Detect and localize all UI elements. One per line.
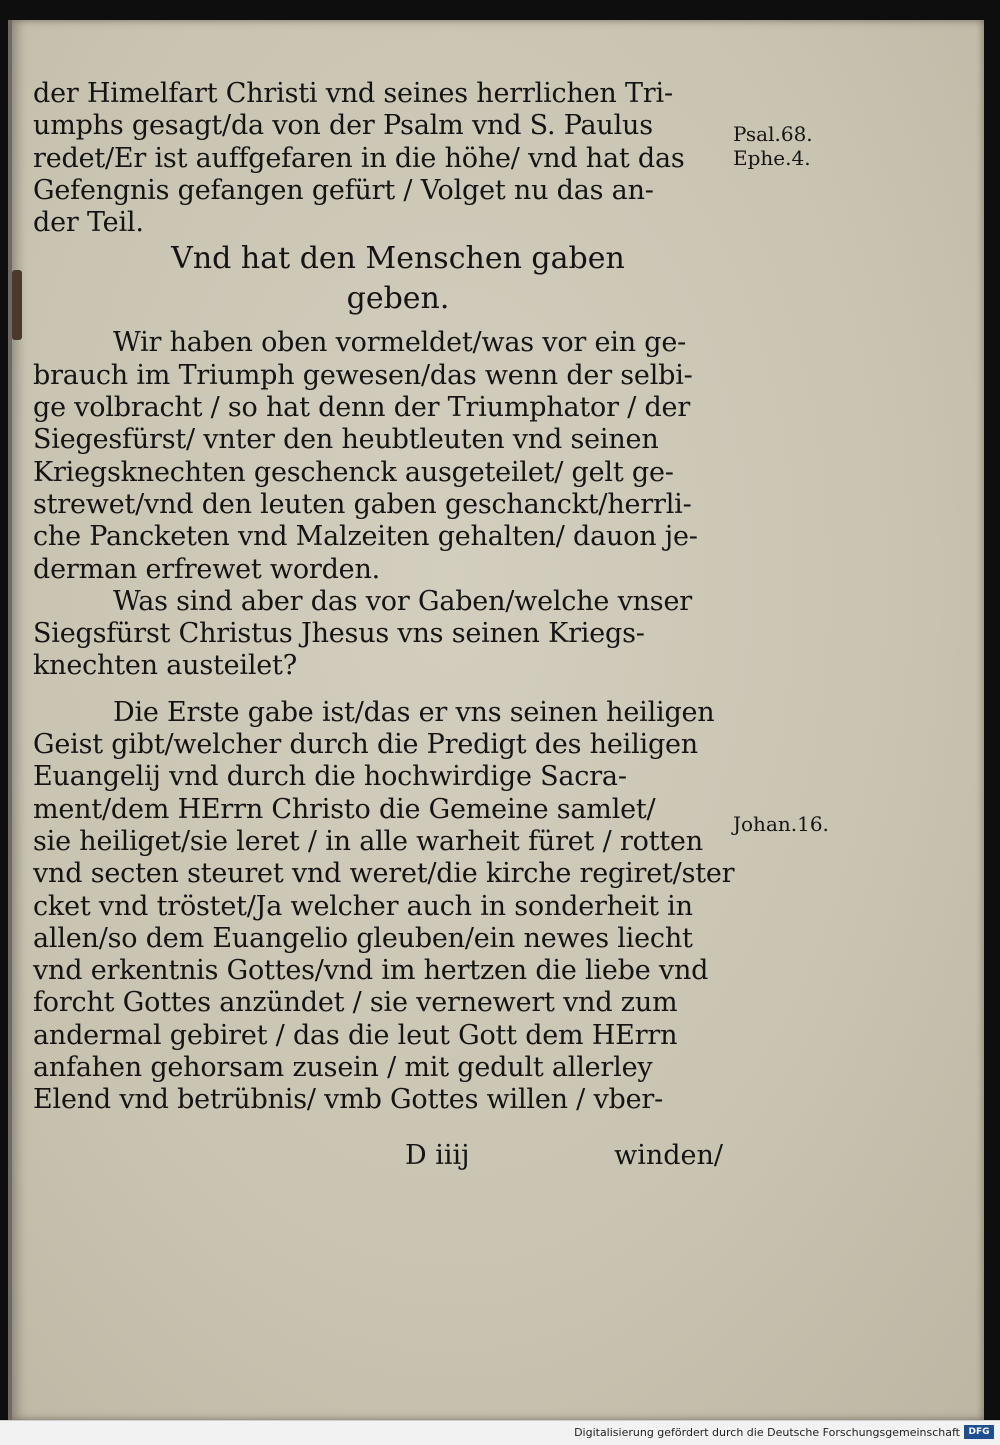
text-line: ment/dem HErrn Christo die Gemeine samlet/ [33, 793, 656, 825]
text-line: forcht Gottes anzündet / sie vernewert vnd zum [33, 987, 678, 1019]
text-line: sie heiliget/sie leret / in alle warheit füret / rotten [33, 825, 703, 857]
section-heading [33, 239, 723, 319]
margin-note-ephe: Ephe.4. [733, 146, 811, 170]
text-line: knechten austeilet? [33, 650, 297, 682]
text-line: strewet/vnd den leuten gaben geschanckt/herrli- [33, 488, 692, 520]
text-line: Die Erste gabe ist/das er vns seinen heiligen [113, 696, 715, 728]
text-line: der Teil. [33, 207, 144, 239]
heading-line: geben. [346, 281, 450, 317]
text-line: vnd secten steuret vnd weret/die kirche regiret/ster [33, 858, 735, 890]
page-signature-row [33, 1140, 723, 1176]
spine-mark [12, 270, 22, 340]
text-line: der Himelfart Christi vnd seines herrlichen Tri- [33, 78, 673, 109]
text-line: Wir haben oben vormeldet/was vor ein ge- [113, 327, 687, 359]
text-line: Elend vnd betrübnis/ vmb Gottes willen / vber- [33, 1084, 663, 1116]
text-line: Siegsfürst Christus Jhesus vns seinen Kriegs- [33, 618, 645, 650]
text-line: Euangelij vnd durch die hochwirdige Sacra- [33, 761, 627, 793]
text-line: vnd erkentnis Gottes/vnd im hertzen die liebe vnd [33, 955, 709, 987]
footer-credit: Digitalisierung gefördert durch die Deutsche Forschungsgemeinschaft [574, 1426, 960, 1439]
text-line: Gefengnis gefangen gefürt / Volget nu das an- [33, 174, 654, 206]
margin-note-johan: Johan.16. [733, 812, 829, 836]
text-line: anfahen gehorsam zusein / mit gedult allerley [33, 1052, 653, 1084]
text-line: andermal gebiret / das die leut Gott dem HErrn [33, 1019, 678, 1051]
text-line: Siegesfürst/ vnter den heubtleuten vnd seinen [33, 424, 659, 456]
heading-line: Vnd hat den Menschen gaben [171, 241, 625, 277]
text-line: Was sind aber das vor Gaben/welche vnser [113, 585, 692, 617]
text-line: che Pancketen vnd Malzeiten gehalten/ dauon je- [33, 521, 698, 553]
text-line: redet/Er ist auffgefaren in die höhe/ vnd hat das [33, 142, 685, 174]
text-line: ge volbracht / so hat denn der Triumphator / der [33, 392, 691, 424]
text-line: cket vnd tröstet/Ja welcher auch in sonderheit in [33, 890, 693, 922]
footer-bar [0, 1420, 1000, 1445]
text-line: brauch im Triumph gewesen/das wenn der selbi- [33, 359, 693, 391]
page-text [33, 78, 735, 1117]
text-line: Kriegsknechten geschenck ausgeteilet/ gelt ge- [33, 456, 674, 488]
signature-mark: D iiij [405, 1140, 470, 1171]
text-line: umphs gesagt/da von der Psalm vnd S. Paulus [33, 110, 653, 142]
catchword: winden/ [614, 1140, 723, 1171]
text-line: allen/so dem Euangelio gleuben/ein newes liecht [33, 922, 693, 954]
text-line: derman erfrewet worden. [33, 553, 381, 585]
margin-note-psalm: Psal.68. [733, 122, 813, 146]
dfg-logo: DFG [964, 1425, 994, 1439]
text-line: Geist gibt/welcher durch die Predigt des heiligen [33, 729, 698, 761]
